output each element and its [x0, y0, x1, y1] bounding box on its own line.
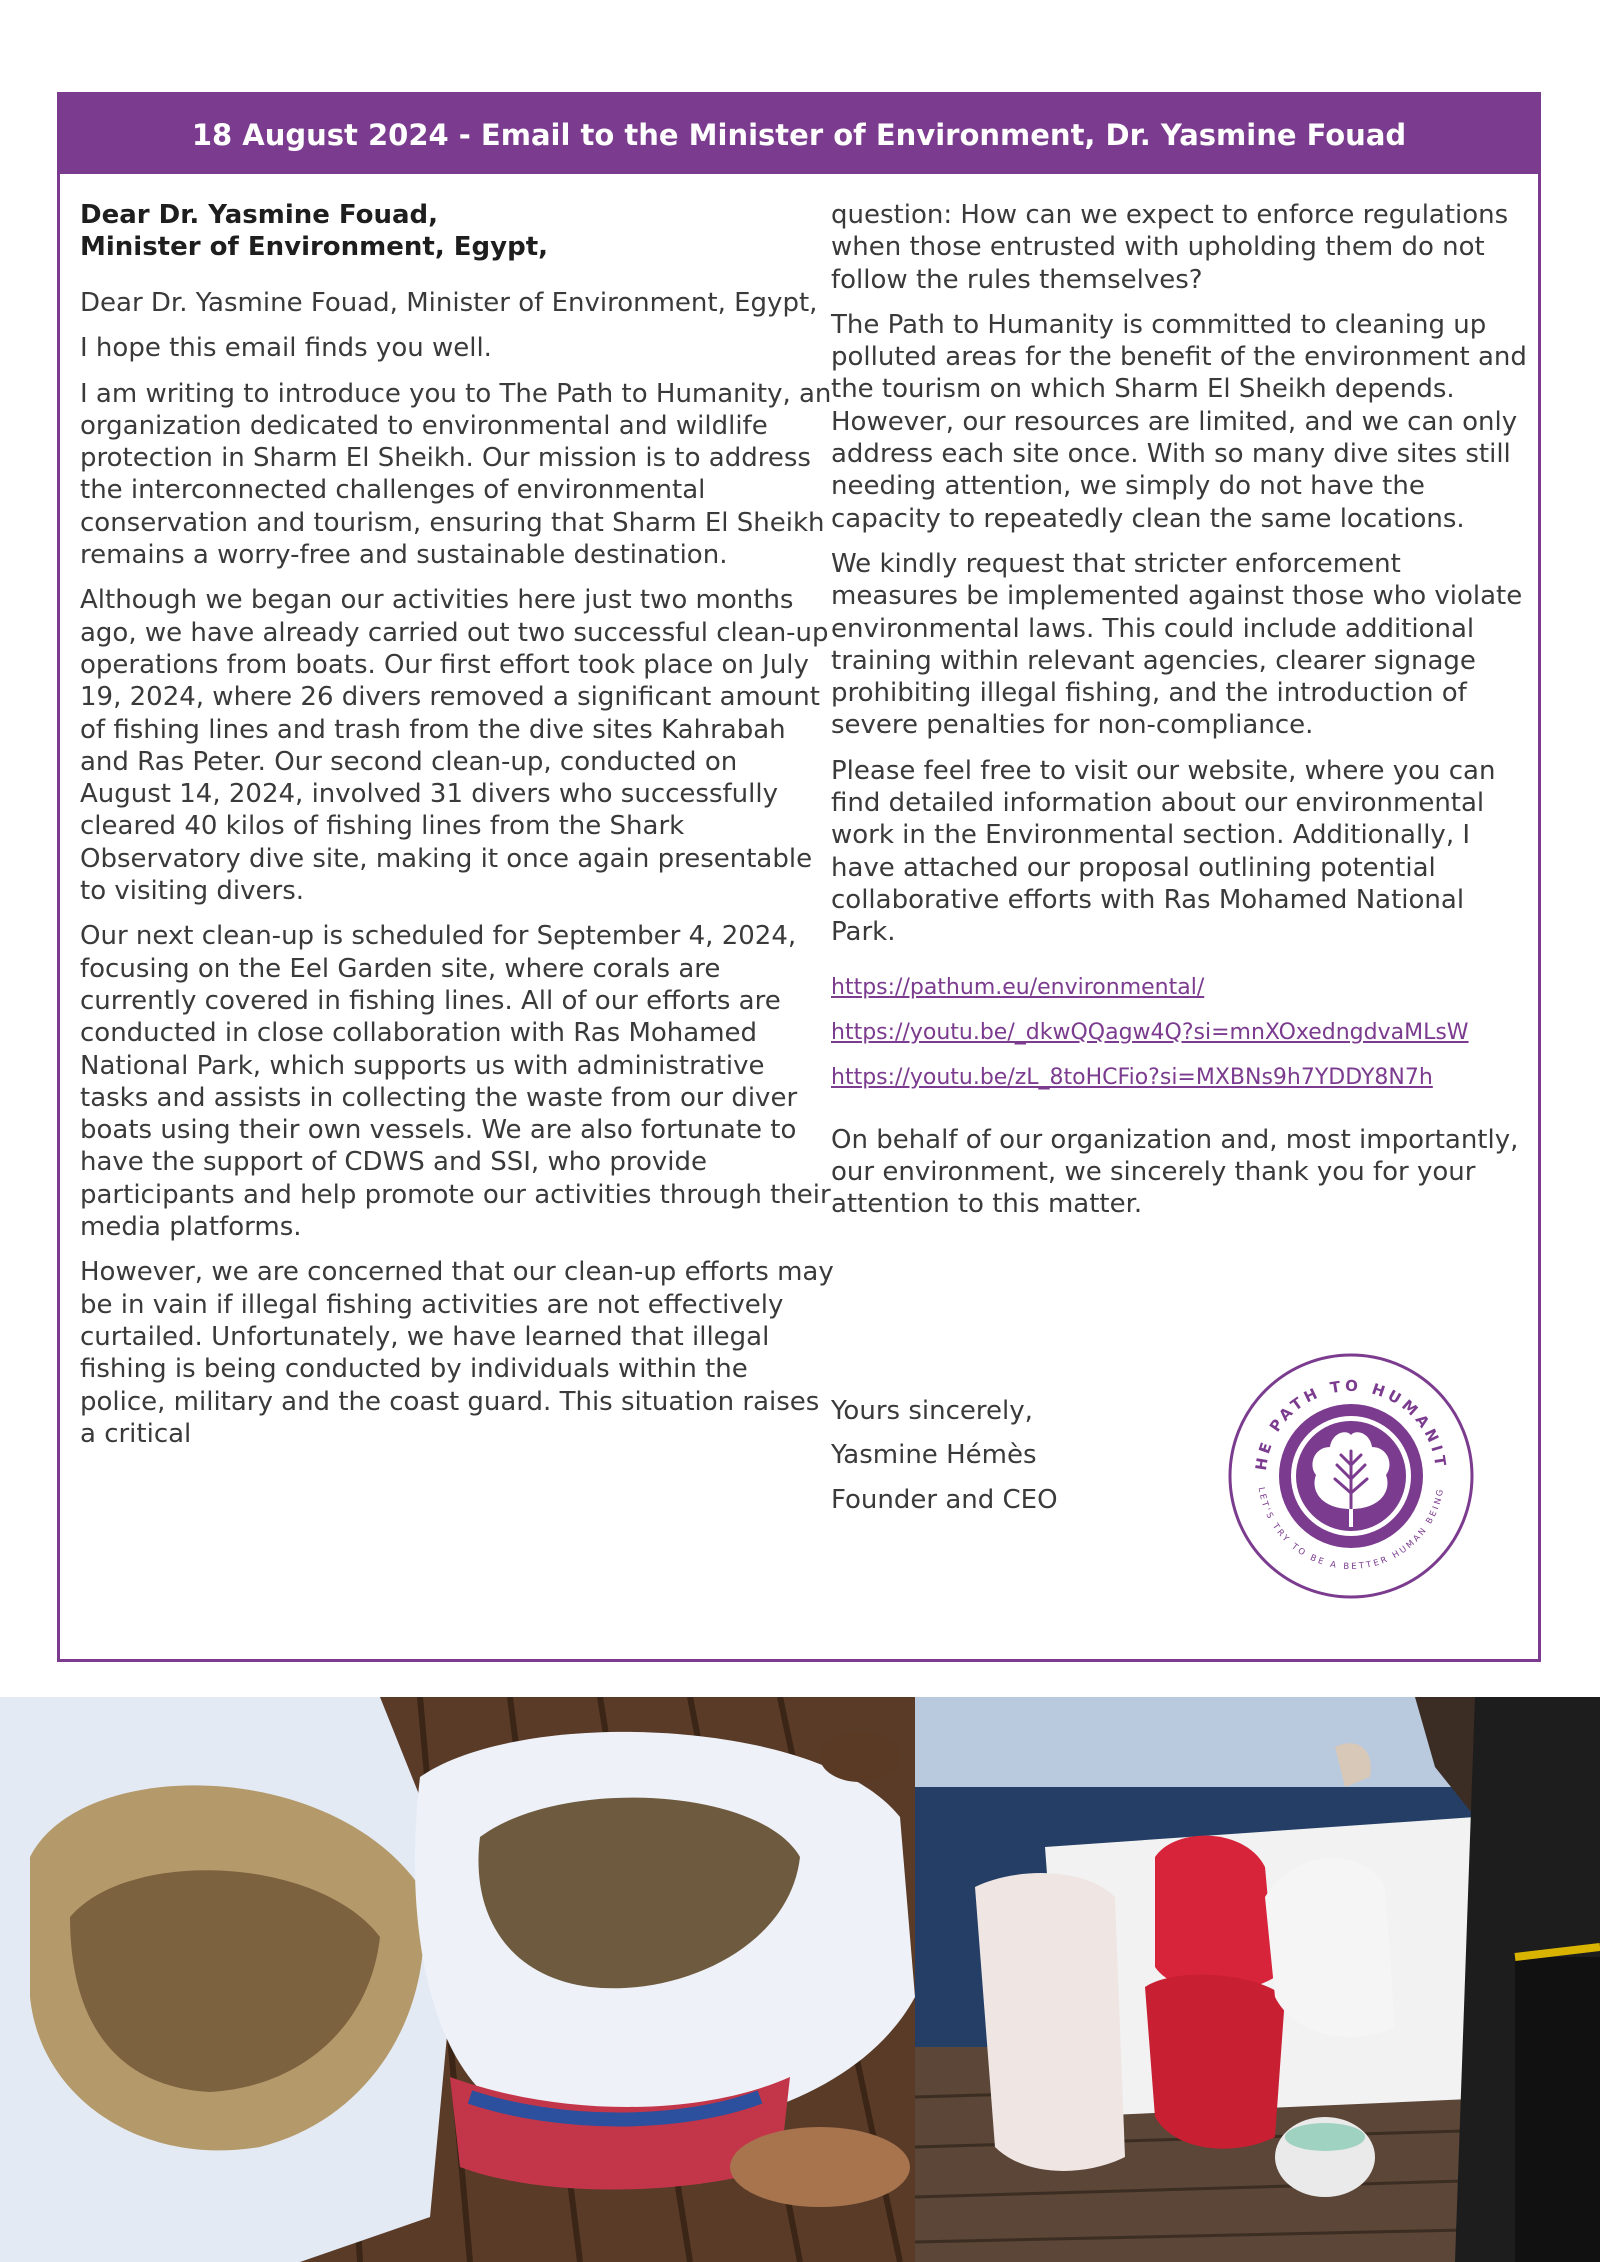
- website-link[interactable]: https://pathum.eu/environmental/: [831, 974, 1205, 1000]
- cleanup-photos: [0, 1697, 1600, 2262]
- paragraph: Please feel free to visit our website, where you can find detailed information about our environmental work in the Environmental section. Additionally, I have attached our proposal outlining potential collaborative efforts with Ras Mohamed National Park.: [831, 755, 1496, 948]
- paragraph: We kindly request that stricter enforcement measures be implemented against those who violate environmental laws. This could include additional training within relevant agencies, clearer signage prohibiting illegal fishing, and the introduction of severe penalties for non-compliance.: [831, 548, 1523, 741]
- paragraph: Dear Dr. Yasmine Fouad, Minister of Environment, Egypt,: [80, 288, 818, 318]
- greeting-line-2: Minister of Environment, Egypt,: [80, 232, 548, 262]
- signer-name: Yasmine Hémès: [831, 1440, 1037, 1471]
- signoff-text: Yours sincerely,: [831, 1396, 1033, 1426]
- letter-frame: [57, 92, 1541, 1662]
- paragraph: The Path to Humanity is committed to cleaning up polluted areas for the benefit of the environment and the tourism on which Sharm El Sheikh depends. However, our resources are limited, and we can only address each site once. With so many dive sites still needing attention, we simply do not have the capacity to repeatedly clean the same locations.: [831, 309, 1527, 534]
- paragraph: question: How can we expect to enforce regulations when those entrusted with upholding them do not follow the rules themselves?: [831, 200, 1509, 295]
- paragraph: I am writing to introduce you to The Path to Humanity, an organization dedicated to environmental and wildlife protection in Sharm El Sheikh. Our mission is to address the interconnected challenges of environmental conservation and tourism, ensuring that Sharm El Sheikh remains a worry-free and sustainable destination.: [80, 378, 832, 571]
- paragraph: Our next clean-up is scheduled for September 4, 2024, focusing on the Eel Garden site, where corals are currently covered in fishing lines. All of our efforts are conducted in close collaboration with Ras Mohamed National Park, which supports us with administrative tasks and assists in collecting the waste from our diver boats using their own vessels. We are also fortunate to have the support of CDWS and SSI, who provide participants and help promote our activities through their media platforms.: [80, 921, 831, 1243]
- video-link-1[interactable]: https://youtu.be/_dkwQQagw4Q?si=mnXOxedngdvaMLsW: [831, 1019, 1469, 1045]
- video-link-2[interactable]: https://youtu.be/zL_8toHCFio?si=MXBNs9h7YDDY8N7h: [831, 1064, 1433, 1090]
- greeting: [80, 199, 835, 263]
- logo-graphic: [1226, 1351, 1476, 1601]
- logo-bottom-text: LET'S TRY TO BE A BETTER HUMAN BEING: [1255, 1486, 1447, 1573]
- signer-title: Founder and CEO: [831, 1484, 1058, 1515]
- logo-top-text: HE PATH TO HUMANIT: [1251, 1376, 1450, 1472]
- right-column: [831, 199, 1531, 1233]
- left-column: [80, 199, 835, 1463]
- signature-block: [831, 1395, 1211, 1528]
- path-to-humanity-logo: [1226, 1351, 1476, 1601]
- spacer: [831, 962, 1531, 974]
- closing-paragraph: On behalf of our organization and, most importantly, our environment, we sincerely thank you for your attention to this matter.: [831, 1124, 1519, 1220]
- greeting-line-1: Dear Dr. Yasmine Fouad,: [80, 200, 439, 230]
- paragraph: However, we are concerned that our clean-up efforts may be in vain if illegal fishing activities are not effectively curtailed. Unfortunately, we have learned that illegal fishing is being conducted by individuals within the police, military and the coast guard. This situation raises a critical: [80, 1257, 834, 1449]
- boat-trash-bags-photo: [915, 1697, 1600, 2262]
- fishing-line-bags-photo: [0, 1697, 915, 2262]
- paragraph: Although we began our activities here just two months ago, we have already carried out two successful clean-up operations from boats. Our first effort took place on July 19, 2024, where 26 divers removed a significant amount of fishing lines and trash from the dive sites Kahrabah and Ras Peter. Our second clean-up, conducted on August 14, 2024, involved 31 divers who successfully cleared 40 kilos of fishing lines from the Shark Observatory dive site, making it once again presentable to visiting divers.: [80, 585, 829, 907]
- paragraph: I hope this email finds you well.: [80, 333, 492, 364]
- letter-title: 18 August 2024 - Email to the Minister of Environment, Dr. Yasmine Fouad: [60, 95, 1538, 174]
